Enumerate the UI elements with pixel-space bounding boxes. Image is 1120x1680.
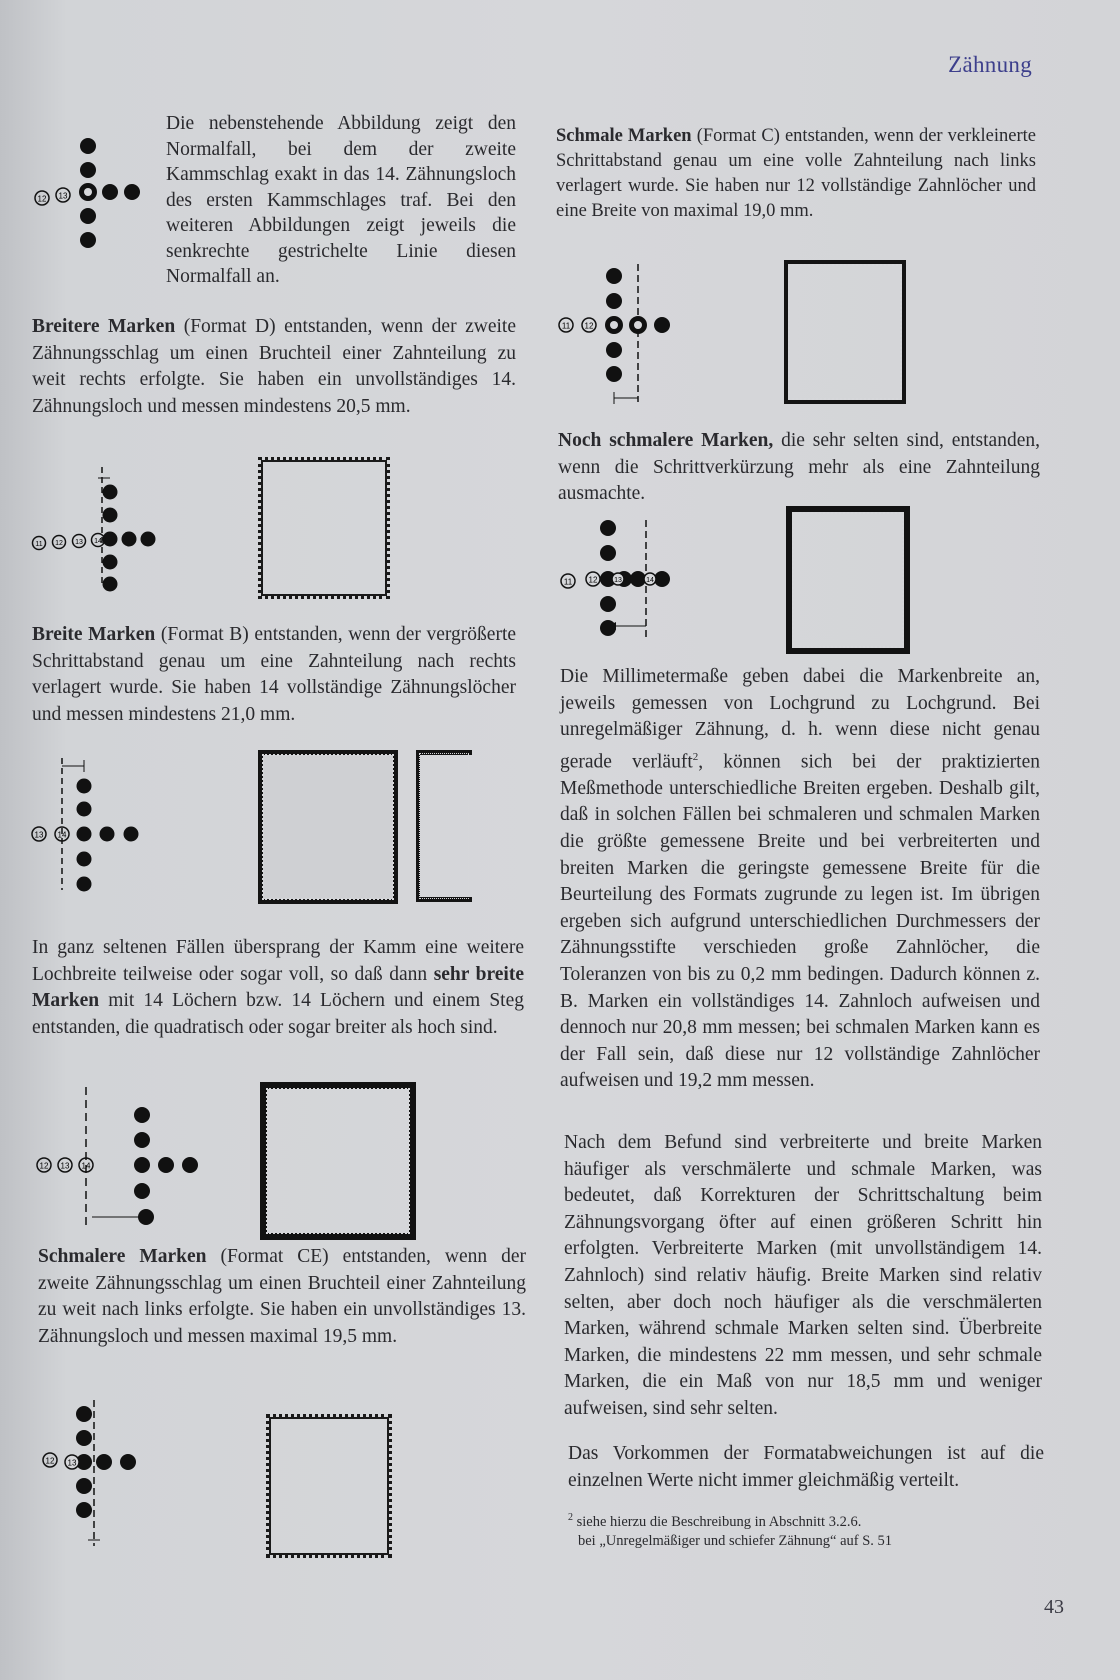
svg-text:12: 12 <box>39 1161 49 1171</box>
narrower-paragraph <box>558 428 1040 508</box>
format-d-diagram <box>30 462 170 592</box>
footnote-mark: 2 <box>568 1512 573 1523</box>
svg-text:14: 14 <box>94 538 102 545</box>
distribution-text: Das Vorkommen der Formatabweichungen ist auf die einzelnen Werte nicht immer gleichmäßig verteilt. <box>568 1443 1044 1491</box>
footnote-line-2: bei „Unregelmäßiger und schiefer Zähnung“ auf S. 51 <box>578 1532 893 1549</box>
very-wide-stamp-outline <box>260 1082 416 1240</box>
format-ce-heading: Schmalere Marken <box>38 1246 207 1267</box>
format-c-stamp-outline <box>784 260 906 404</box>
format-b-paragraph <box>32 622 516 728</box>
svg-text:11: 11 <box>35 541 43 548</box>
format-c-text: (Format C) entstanden, wenn der verkleinerte Schrittabstand genau um eine volle Zahnteilung nach links verlagert wurde. Sie haben nur 12 vollständige Zahnlöcher und eine Breite von maximal 19,0 mm. <box>556 126 1036 221</box>
svg-text:14: 14 <box>81 1161 91 1171</box>
svg-text:13: 13 <box>67 1458 77 1468</box>
svg-text:12: 12 <box>45 1456 55 1466</box>
format-ce-text: (Format CE) entstanden, wenn der zweite Zähnungsschlag um einen Bruchteil einer Zahnteilung zu weit nach links erfolgte. Sie haben ein unvollständiges 13. Zähnungsloch und messen maximal 19,5 mm. <box>38 1246 526 1347</box>
svg-text:11: 11 <box>561 321 571 331</box>
format-d-text: (Format D) entstanden, wenn der zweite Zähnungsschlag um einen Bruchteil einer Zahnteilung zu weit rechts erfolgte. Sie haben ein unvollständiges 14. Zähnungsloch und messen mindestens 20,5 mm. <box>32 316 516 417</box>
measurement-paragraph <box>560 664 1040 1095</box>
very-wide-paragraph <box>32 935 524 1041</box>
very-wide-diagram <box>30 1085 210 1235</box>
format-b-diagram <box>28 750 168 900</box>
measurement-text-2: , können sich bei der praktizierten Meßmethode unterschiedliche Breiten ergeben. Deshalb gilt, daß in solchen Fällen bei schmaleren und schmalen Marken die größte gemessene Breite und bei verbreiterten und breiten Marken die geringste gemessene Breite für die Beurteilung des Formats zugrunde zu legen ist. Im übrigen ergeben sich aufgrund unterschiedlichen Durchmessers der Zähnungsstifte verschieden große Zahnlöcher, die Toleranzen von bis zu 0,2 mm bedingen. Dadurch können z. B. Marken ein vollständiges 14. Zahnloch aufweisen und dennoch nur 20,8 mm messen; bei schmalen Marken kann es der Fall sein, daß diese nur 12 vollständige Zahnlöcher aufweisen und 19,2 mm messen. <box>560 751 1041 1092</box>
format-c-paragraph <box>556 124 1036 224</box>
svg-text:13: 13 <box>34 830 44 840</box>
format-ce-stamp-outline <box>266 1414 392 1558</box>
narrower-heading: Noch schmalere Marken, <box>558 430 774 451</box>
format-ce-paragraph <box>38 1244 526 1350</box>
format-d-stamp-outline <box>258 457 390 599</box>
footnote-reference: 2 <box>692 750 699 763</box>
normal-perforation-diagram <box>30 128 170 278</box>
footnote <box>568 1508 1038 1551</box>
svg-text:12: 12 <box>584 321 594 331</box>
svg-text:12: 12 <box>37 194 47 204</box>
format-b-text: (Format B) entstanden, wenn der vergrößerte Schrittabstand genau um eine Zahnteilung nach rechts verlagert wurde. Sie haben 14 vollständige Zähnungslöcher und messen mindestens 21,0 mm. <box>32 624 517 725</box>
intro-paragraph <box>166 111 516 290</box>
narrower-diagram <box>558 516 698 646</box>
findings-paragraph <box>564 1130 1042 1423</box>
very-wide-text-2: mit 14 Löchern bzw. 14 Löchern und einem Steg entstanden, die quadratisch oder sogar breiter als hoch sind. <box>32 990 524 1038</box>
svg-text:13: 13 <box>614 577 622 584</box>
narrower-text: die sehr selten sind, entstanden, wenn die Schrittverkürzung mehr als eine Zahnteilung ausmachte. <box>558 430 1040 504</box>
intro-text: Die nebenstehende Abbildung zeigt den Normalfall, bei dem der zweite Kammschlag exakt in das 14. Zähnungsloch des ersten Kammschlages traf. Bei den weiteren Abbildungen zeigt jeweils die senkrechte gestrichelte Linie diesen Normalfall an. <box>166 113 516 287</box>
distribution-paragraph <box>568 1441 1044 1494</box>
format-d-paragraph <box>32 314 516 420</box>
format-b-heading: Breite Marken <box>32 624 156 645</box>
format-c-heading: Schmale Marken <box>556 126 692 146</box>
running-header: Zähnung <box>948 52 1032 77</box>
svg-text:13: 13 <box>58 191 68 201</box>
findings-text: Nach dem Befund sind verbreiterte und breite Marken häufiger als verschmälerte und schmale Marken, was bedeutet, daß Korrekturen der Schrittschaltung beim Zähnungsvorgang öfter auf einen größeren Schritt hin erfolgten. Verbreiterte Marken (mit unvollständigem 14. Zahnloch) sind relativ häufig. Breite Marken sind relativ selten, aber doch noch häufiger als die verschmälerten Marken, während schmale Marken selten sind. Überbreite Marken, die mindestens 22 mm messen, und sehr schmale Marken, die ein Maß von nur 18,5 mm und weniger aufweisen, sind sehr selten. <box>564 1132 1042 1419</box>
format-b-stamp-outline <box>258 750 398 904</box>
format-b-stamp-partial <box>416 750 472 902</box>
svg-text:13: 13 <box>60 1161 70 1171</box>
very-wide-heading: sehr breite Marken <box>32 963 525 1011</box>
format-c-diagram <box>554 262 694 412</box>
format-ce-diagram <box>36 1398 176 1548</box>
svg-text:12: 12 <box>588 575 598 585</box>
svg-text:14: 14 <box>57 830 67 840</box>
narrower-stamp-outline <box>786 506 910 654</box>
format-d-heading: Breitere Marken <box>32 316 176 337</box>
very-wide-text-1: In ganz seltenen Fällen übersprang der Kamm eine weitere Lochbreite teilweise oder sogar voll, so daß dann <box>32 937 524 985</box>
svg-text:11: 11 <box>563 577 573 587</box>
footnote-line-1: siehe hierzu die Beschreibung in Abschnitt 3.2.6. <box>573 1513 862 1530</box>
page-number: 43 <box>1044 1596 1064 1618</box>
svg-text:14: 14 <box>646 577 654 584</box>
measurement-text-1: Die Millimetermaße geben dabei die Markenbreite an, jeweils gemessen von Lochgrund zu Lochgrund. Bei unregelmäßiger Zähnung, d. h. wenn diese nicht genau gerade verläuft <box>560 666 1040 773</box>
svg-text:13: 13 <box>75 539 83 546</box>
svg-text:12: 12 <box>55 540 63 547</box>
